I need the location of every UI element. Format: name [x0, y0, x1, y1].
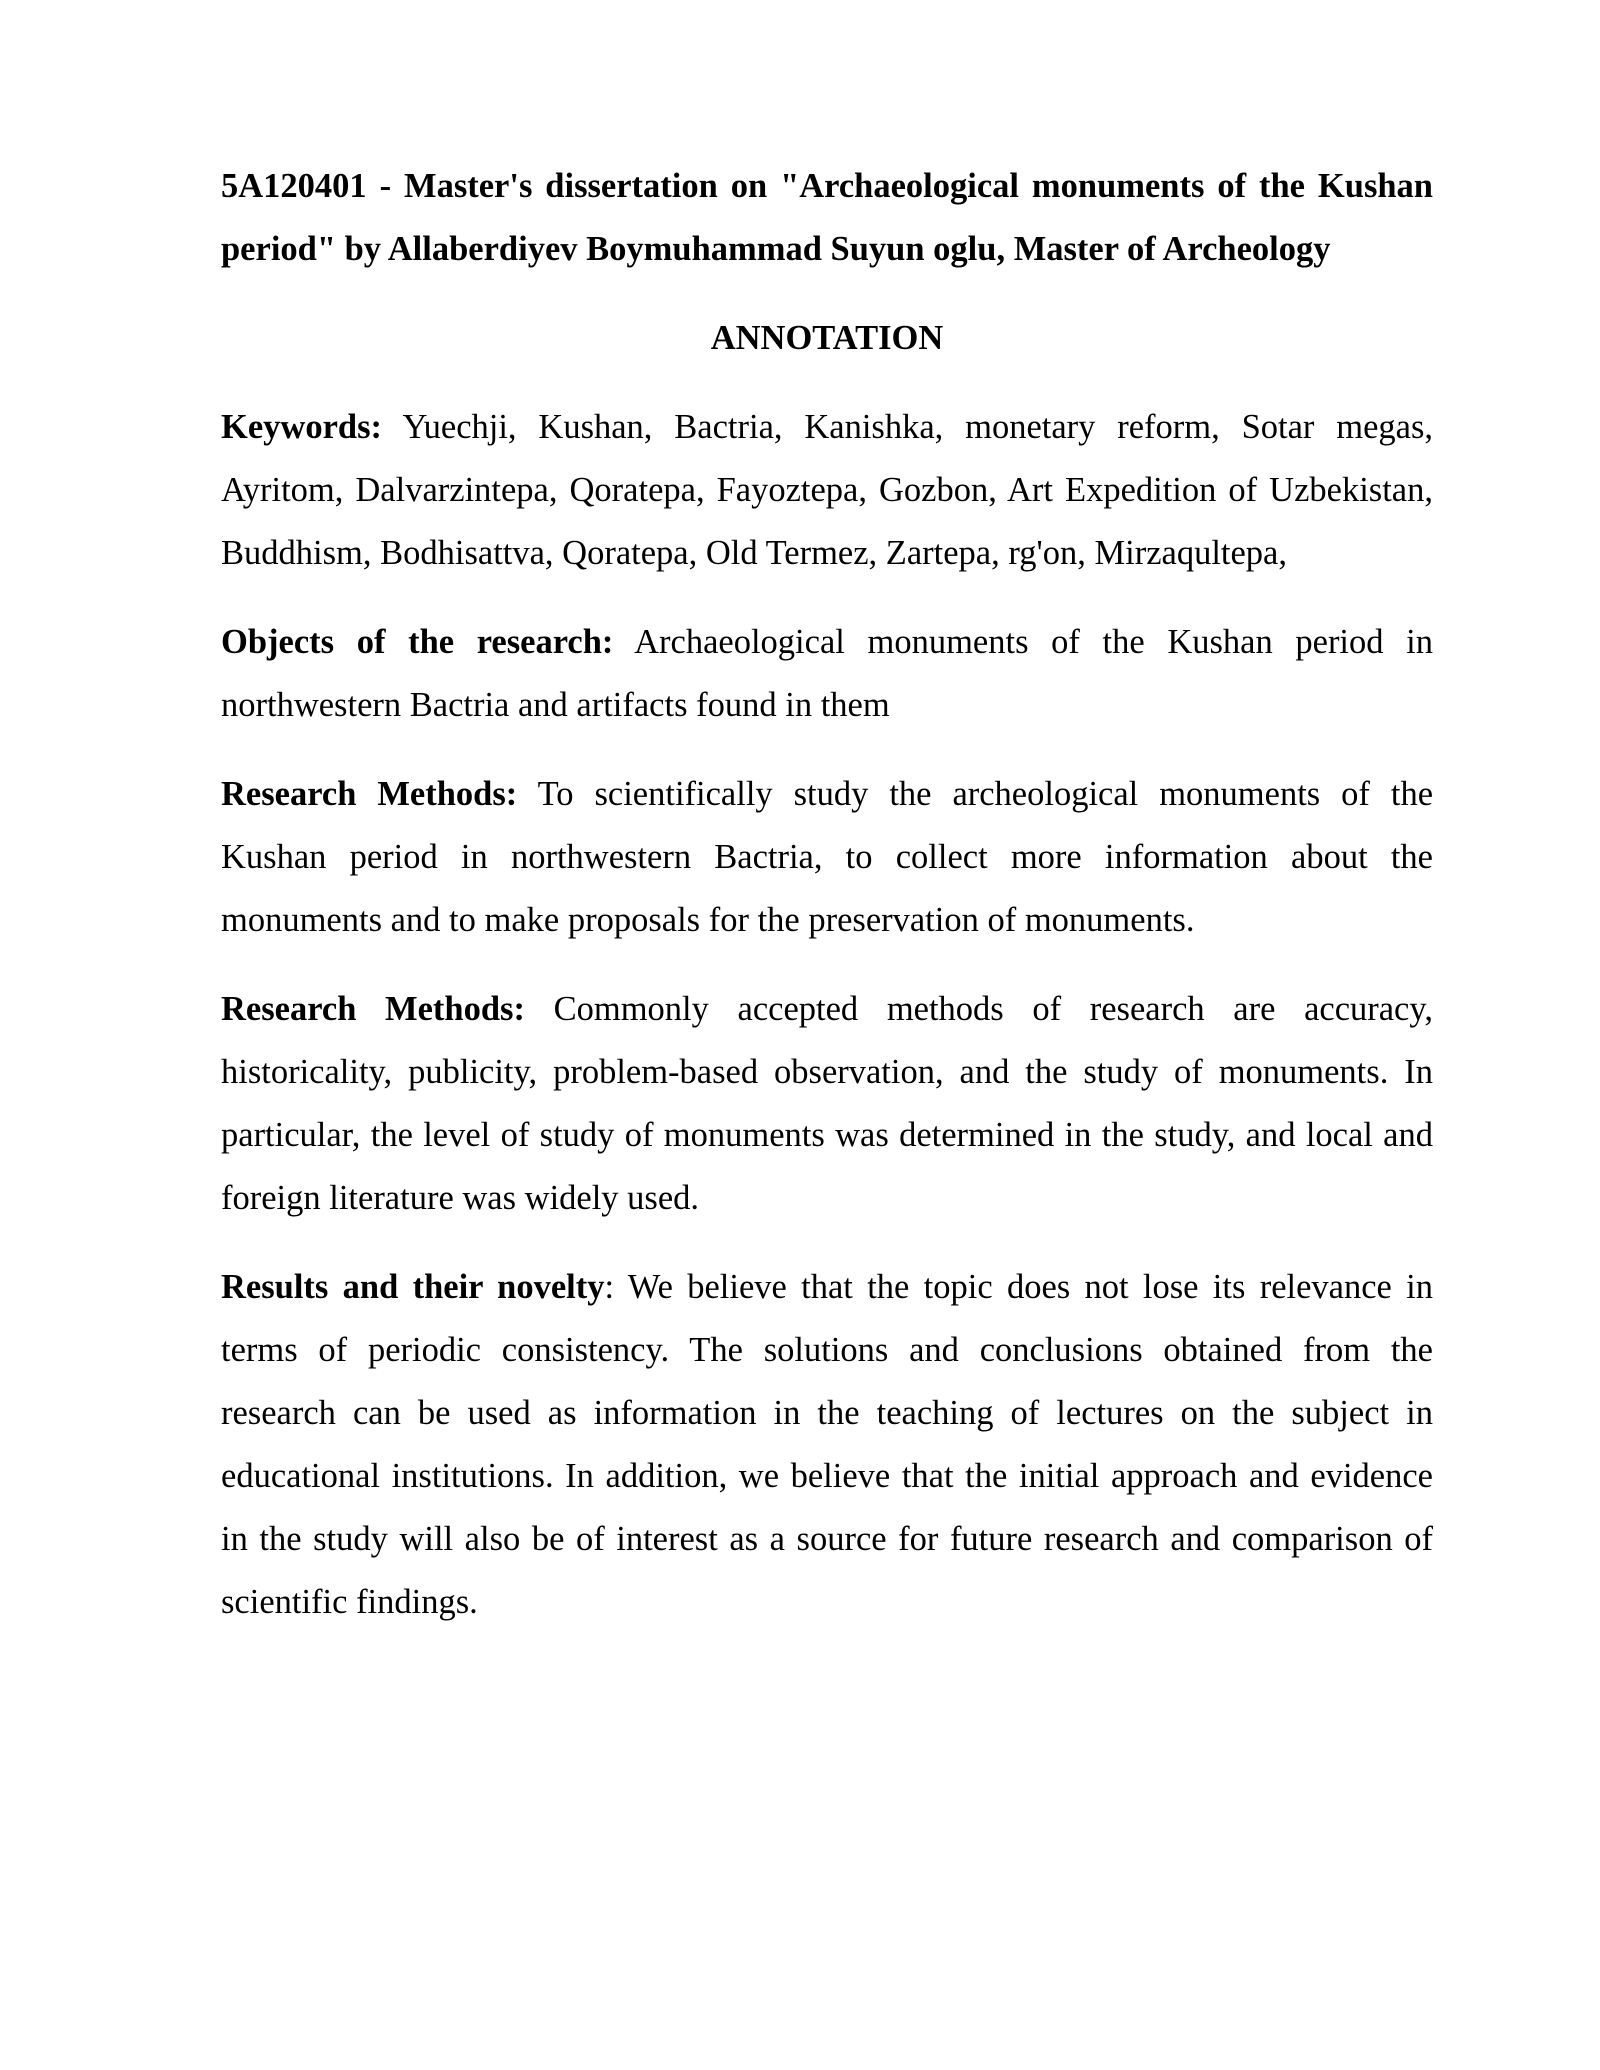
keywords-paragraph: [221, 396, 1433, 585]
research-methods-label-1: Research Methods:: [221, 775, 518, 813]
objects-paragraph: [221, 611, 1433, 737]
research-methods-text-1: To scientifically study the archeological monuments of the Kushan period in northwestern Bactria, to collect more information about the monuments and to make proposals for the preservation of monuments.: [221, 775, 1434, 939]
research-methods-text-2: Commonly accepted methods of research are accuracy, historicality, publicity, problem-based observation, and the study of monuments. In particular, the level of study of monuments was determined in the study, and local and foreign literature was widely used.: [221, 990, 1433, 1217]
research-methods-paragraph-1: [221, 763, 1433, 952]
results-label: Results and their novelty: [221, 1268, 605, 1306]
keywords-label: Keywords:: [221, 408, 382, 446]
research-methods-paragraph-2: [221, 978, 1433, 1230]
document-page: [221, 155, 1433, 1660]
objects-text: Archaeological monuments of the Kushan period in northwestern Bactria and artifacts found in them: [221, 623, 1433, 724]
document-title: 5A120401 - Master's dissertation on "Archaeological monuments of the Kushan period" by Allaberdiyev Boymuhammad Suyun oglu, Master of Archeology: [221, 167, 1433, 268]
results-text: : We believe that the topic does not lose its relevance in terms of periodic consistency. The solutions and conclusions obtained from the research can be used as information in the teaching of lectures on the subject in educational institutions. In addition, we believe that the initial approach and evidence in the study will also be of interest as a source for future research and comparison of scientific findings.: [221, 1268, 1434, 1621]
objects-label: Objects of the research:: [221, 623, 614, 661]
keywords-text: Yuechji, Kushan, Bactria, Kanishka, monetary reform, Sotar megas, Ayritom, Dalvarzintepa, Qoratepa, Fayoztepa, Gozbon, Art Expedition of Uzbekistan, Buddhism, Bodhisattva, Qoratepa, Old Termez, Zartepa, rg'on, Mirzaqultepa,: [221, 408, 1433, 572]
research-methods-label-2: Research Methods:: [221, 990, 525, 1028]
annotation-heading: ANNOTATION: [710, 319, 944, 357]
results-paragraph: [221, 1256, 1433, 1634]
